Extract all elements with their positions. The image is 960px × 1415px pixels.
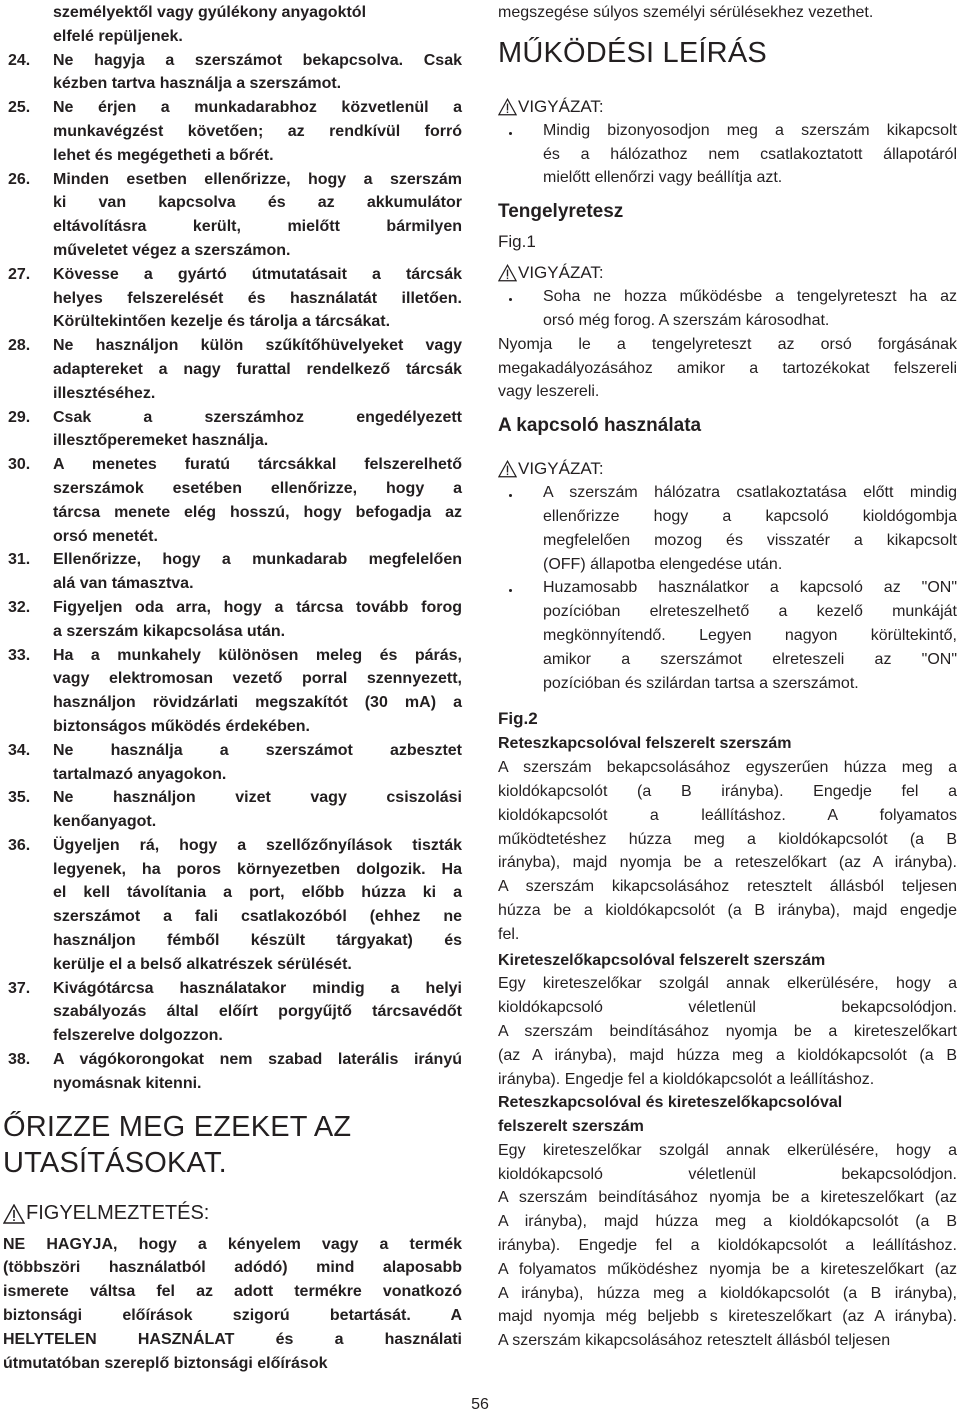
list-item	[3, 168, 462, 263]
list-item-text	[53, 453, 462, 548]
list-item-line: illesztéséhez.	[53, 384, 156, 402]
list-item-line: kézben tartva használja a szerszámot.	[53, 75, 342, 93]
bullet-line: amikor a szerszámot elreteszeli az "ON"	[543, 650, 957, 668]
list-item-line: munkavégzést követően; az rendkívül forró	[53, 122, 462, 140]
list-item-text	[53, 49, 462, 97]
section-title: MŰKÖDÉSI LEÍRÁS	[498, 36, 767, 69]
list-item	[3, 96, 462, 167]
bullet-line: és a hálózathoz nem csatlakoztatott állapotáról	[543, 145, 957, 163]
list-item-number: 28.	[8, 337, 31, 355]
bullet-dot	[498, 576, 543, 695]
paragraph-line: A irányba), majd húzza meg a kioldókapcsolót (a B	[498, 1213, 957, 1231]
list-item-line: Ellenőrizze, hogy a munkadarab megfelelően	[53, 551, 462, 569]
list-item	[3, 548, 462, 596]
caution-bullet	[498, 481, 957, 576]
save-heading-line: UTASÍTÁSOKAT.	[3, 1146, 227, 1179]
intro-line: személyektől vagy gyúlékony anyagoktól	[53, 4, 367, 21]
list-item-line: legyenek, ha poros környezetben dolgozik. Ha	[53, 860, 462, 878]
paragraph-line: irányba), majd nyomja be a reteszelőkart (az A irányba).	[498, 854, 957, 872]
subsection-heading-line: felszerelt szerszám	[498, 1118, 644, 1136]
warning-triangle-icon	[498, 98, 517, 116]
list-item-text	[53, 168, 462, 263]
list-item-text	[53, 334, 462, 405]
left-column	[3, 0, 462, 1375]
list-item-number: 25.	[8, 99, 31, 117]
list-item-line: felszerelve dolgozzon.	[53, 1027, 223, 1045]
list-item-number: 32.	[8, 598, 31, 616]
warning-text-line: biztonsági előírások szigorú betartását. A	[3, 1307, 462, 1325]
bullet-line: mielőtt ellenőrzi vagy beállítja azt.	[543, 169, 783, 187]
bullet-line: Soha ne hozza működésbe a tengelyreteszt ha az	[543, 288, 957, 306]
list-item-line: szerszámot a fali csatlakozóból (ehhez ne	[53, 908, 462, 926]
list-item-number: 36.	[8, 836, 31, 854]
caution-label: VIGYÁZAT:	[518, 96, 604, 116]
paragraph	[498, 1139, 957, 1353]
list-item-text	[53, 548, 462, 596]
list-item	[3, 739, 462, 787]
caution-header	[498, 457, 957, 481]
list-item-line: nyomásnak kitenni.	[53, 1074, 202, 1092]
list-item-line: szabályozás által előírt porgyűjtő tárcsavédőt	[53, 1003, 462, 1021]
warning-triangle-icon	[3, 1204, 25, 1224]
list-item-line: Körültekintően kezelje és tárolja a tárcsákat.	[53, 313, 391, 331]
list-item-line: tárcsa menete elég hosszú, hogy befogadja az	[53, 503, 462, 521]
list-item-text	[53, 406, 462, 454]
list-item-line: használjon fémből készült tárgyakat) és	[53, 932, 462, 950]
list-item-number: 35.	[8, 789, 31, 807]
list-item-line: orsó menetét.	[53, 527, 158, 545]
list-item-text	[53, 596, 462, 644]
warning-text	[3, 1233, 462, 1376]
list-item	[3, 49, 462, 97]
paragraph-line: kioldókapcsolót a leállításhoz. A folyamatos	[498, 806, 957, 824]
list-item	[3, 834, 462, 977]
bullet-line: megkönnyítendő. Legyen nagyon körültekintő,	[543, 626, 957, 644]
bullet-line: pozícióban elreteszelhető a kezelő munkáját	[543, 603, 957, 621]
section-heading: A kapcsoló használata	[498, 415, 702, 437]
list-item-line: használjon rövidzárlati megszakítót (30 mA) a	[53, 694, 462, 712]
warning-text-line: (többszöri használatból adódó) mind alaposabb	[3, 1259, 462, 1277]
list-item-number: 27.	[8, 265, 31, 283]
list-item-text	[53, 644, 462, 739]
subsection-heading: Kireteszelőkapcsolóval felszerelt szerszám	[498, 951, 826, 969]
list-item-number: 26.	[8, 170, 31, 188]
paragraph-line: vagy leszereli.	[498, 383, 600, 401]
section-heading: Tengelyretesz	[498, 201, 624, 223]
paragraph-line: A szerszám beindításához nyomja be a kireteszelőkart	[498, 1022, 957, 1040]
list-item-text	[53, 786, 462, 834]
list-item-line: vagy elektromosan vezető porral szennyezett,	[53, 670, 462, 688]
save-heading	[3, 1109, 462, 1181]
caution-label: VIGYÁZAT:	[518, 263, 604, 283]
caution-bullet	[498, 285, 957, 333]
warning-text-line: útmutatóban szereplő biztonsági előírások	[3, 1354, 328, 1372]
list-item-line: helyes felszerelését és használatát illetően.	[53, 289, 462, 307]
bullet-line: ellenőrizze hogy a kapcsoló kioldógombja	[543, 507, 957, 525]
list-item-line: kenőanyagot.	[53, 813, 157, 831]
list-item-line: A menetes furatú tárcsákkal felszerelhető	[53, 456, 462, 474]
paragraph-line: kioldókapcsoló véletlenül bekapcsolódjon.	[498, 1165, 957, 1183]
paragraph-line: irányba). Engedje fel a kioldókapcsolót a leállításhoz.	[498, 1070, 875, 1088]
list-item	[3, 1048, 462, 1096]
list-item-line: Ne érjen a munkadarabhoz közvetlenül a	[53, 99, 462, 117]
list-item-number: 34.	[8, 741, 31, 759]
list-item	[3, 334, 462, 405]
bullet-line: Mindig bizonyosodjon meg a szerszám kikapcsolt	[543, 121, 957, 139]
paragraph-line: Nyomja le a tengelyreteszt az orsó forgásának	[498, 335, 957, 353]
figure-label: Fig.1	[498, 232, 536, 252]
list-item-line: Ne használja a szerszámot azbesztet	[53, 741, 462, 759]
paragraph-line: (az A irányba), majd húzza meg a kioldókapcsolót (a B	[498, 1046, 957, 1064]
list-item-line: Minden esetben ellenőrizze, hogy a szerszám	[53, 170, 462, 188]
paragraph-line: A szerszám beindításához nyomja be a kireteszelőkart (az	[498, 1189, 957, 1207]
paragraph-line: A szerszám kikapcsolásához retesztelt állásból teljesen	[498, 878, 957, 896]
list-item-text	[53, 834, 462, 977]
subsection-heading-line: Reteszkapcsolóval és kireteszelőkapcsolóval	[498, 1094, 843, 1112]
bullet-line: megfelelően mozog és visszatér a kikapcsolt	[543, 531, 957, 549]
bullet-text	[543, 576, 957, 695]
list-item	[3, 596, 462, 644]
list-item	[3, 263, 462, 334]
list-item-line: illesztőperemeket használja.	[53, 432, 269, 450]
caution-label: VIGYÁZAT:	[518, 459, 604, 479]
paragraph-line: működtetéshez húzza meg a kioldókapcsolót (a B	[498, 830, 957, 848]
bullet-line: Huzamosabb használatkor a kapcsoló az "ON"	[543, 579, 957, 597]
list-item-line: lehet és megégetheti a bőrét.	[53, 146, 274, 164]
list-item-number: 38.	[8, 1051, 31, 1069]
list-item-line: kerülje el a belső alkatrészek sérülését.	[53, 955, 352, 973]
bullet-text	[543, 285, 957, 333]
list-item-text	[53, 1048, 462, 1096]
list-item-line: Kivágótárcsa használatakor mindig a helyi	[53, 979, 462, 997]
list-item-line: a szerszám kikapcsolása után.	[53, 622, 286, 640]
list-item	[3, 977, 462, 1048]
paragraph-line: irányba). Engedje fel a kioldókapcsolót a leállításhoz.	[498, 1237, 957, 1255]
save-heading-line: ŐRIZZE MEG EZEKET AZ	[3, 1110, 352, 1143]
warning-text-line: ismerete váltsa fel az adott termékre vonatkozó	[3, 1283, 462, 1301]
caution-header	[498, 95, 957, 119]
warning-triangle-icon	[498, 460, 517, 478]
warning-header	[3, 1199, 462, 1229]
right-column	[498, 0, 957, 1353]
warning-triangle-icon	[498, 264, 517, 282]
figure-label: Fig.2	[498, 709, 538, 729]
list-item-line: el kell távolítania a port, előbb húzza ki a	[53, 884, 462, 902]
list-item-number: 31.	[8, 551, 31, 569]
bullet-dot	[498, 481, 543, 576]
warning-label: FIGYELMEZTETÉS:	[26, 1202, 210, 1225]
bullet-line: pozícióban és szilárdan tartsa a szerszámot.	[543, 674, 859, 692]
list-item-line: eltávolításra került, mielőtt bármilyen	[53, 218, 462, 236]
bullet-dot	[498, 119, 543, 190]
list-item	[3, 786, 462, 834]
caution-bullet	[498, 576, 957, 695]
list-item-number: 24.	[8, 51, 31, 69]
list-item-line: Ha a munkahely különösen meleg és párás,	[53, 646, 462, 664]
bullet-dot	[498, 285, 543, 333]
list-item-number: 37.	[8, 979, 31, 997]
top-line: megszegése súlyos személyi sérülésekhez vezethet.	[498, 4, 874, 21]
caution-header	[498, 261, 957, 285]
list-item-number: 30.	[8, 456, 31, 474]
list-item-line: Figyeljen oda arra, hogy a tárcsa tovább forog	[53, 598, 462, 616]
paragraph-line: A folyamatos működéshez nyomja be a kireteszelőkart (az	[498, 1260, 957, 1278]
paragraph-line: kioldókapcsoló véletlenül bekapcsolódjon.	[498, 999, 957, 1017]
list-item-line: alá van támasztva.	[53, 575, 194, 593]
bullet-text	[543, 481, 957, 576]
subsection-heading: Reteszkapcsolóval felszerelt szerszám	[498, 735, 792, 753]
list-item-text	[53, 263, 462, 334]
safety-list	[3, 49, 462, 1096]
list-item-line: Ügyeljen rá, hogy a szellőzőnyílások tiszták	[53, 836, 462, 854]
warning-text-line: NE HAGYJA, hogy a kényelem vagy a termék	[3, 1235, 462, 1253]
paragraph	[498, 333, 957, 404]
paragraph-line: A irányba), húzza meg a kioldókapcsolót (a B irányba),	[498, 1284, 957, 1302]
paragraph-line: A szerszám bekapcsolásához egyszerűen húzza meg a	[498, 759, 957, 777]
bullet-line: A szerszám hálózatra csatlakoztatása előtt mindig	[543, 484, 957, 502]
list-item-line: tartalmazó anyagokon.	[53, 765, 227, 783]
subsection-heading	[498, 1091, 957, 1139]
bullet-line: (OFF) állapotba elengedése után.	[543, 555, 783, 573]
list-item-line: Kövesse a gyártó útmutatásait a tárcsák	[53, 265, 462, 283]
list-item-number: 33.	[8, 646, 31, 664]
paragraph-line: húzza be a kioldókapcsolót (a B irányba), majd engedje	[498, 901, 957, 919]
list-item	[3, 644, 462, 739]
intro-line: elfelé repüljenek.	[53, 27, 183, 45]
list-item-line: biztonságos működés érdekében.	[53, 717, 310, 735]
list-item-line: ki van kapcsolva és az akkumulátor	[53, 194, 462, 212]
paragraph-line: Egy kireteszelőkar szolgál annak elkerülésére, hogy a	[498, 975, 957, 993]
paragraph-line: majd nyomja még beljebb s kireteszelőkart (az A irányba).	[498, 1308, 957, 1326]
list-item-number: 29.	[8, 408, 31, 426]
paragraph-line: kioldókapcsolót (a B irányba). Engedje fel a	[498, 782, 957, 800]
paragraph-line: fel.	[498, 925, 520, 943]
bullet-line: orsó még forog. A szerszám károsodhat.	[543, 311, 830, 329]
list-item-text	[53, 739, 462, 787]
list-item-line: Ne hagyja a szerszámot bekapcsolva. Csak	[53, 51, 462, 69]
list-item-line: Csak a szerszámhoz engedélyezett	[53, 408, 462, 426]
list-item-line: A vágókorongokat nem szabad laterális irányú	[53, 1051, 462, 1069]
bullet-text	[543, 119, 957, 190]
list-item-line: Ne használjon vizet vagy csiszolási	[53, 789, 462, 807]
list-item	[3, 406, 462, 454]
paragraph	[498, 972, 957, 1091]
list-item-line: szerszámok esetében ellenőrizze, hogy a	[53, 479, 462, 497]
caution-bullet	[498, 119, 957, 190]
list-item-text	[53, 977, 462, 1048]
paragraph	[498, 756, 957, 946]
paragraph-line: Egy kireteszelőkar szolgál annak elkerülésére, hogy a	[498, 1141, 957, 1159]
warning-text-line: HELYTELEN HASZNÁLAT és a használati	[3, 1330, 462, 1348]
list-item	[3, 453, 462, 548]
list-item-line: adaptereket a nagy furattal rendelkező tárcsák	[53, 360, 462, 378]
paragraph-line: A szerszám kikapcsolásához retesztelt állásból teljesen	[498, 1332, 891, 1350]
paragraph-line: megakadályozásához amikor a tartozékokat felszereli	[498, 359, 957, 377]
list-item-text	[53, 96, 462, 167]
page-number: 56	[471, 1396, 489, 1413]
list-item-line: műveletet végez a szerszámon.	[53, 241, 291, 259]
list-item-line: Ne használjon külön szűkítőhüvelyeket vagy	[53, 337, 462, 355]
